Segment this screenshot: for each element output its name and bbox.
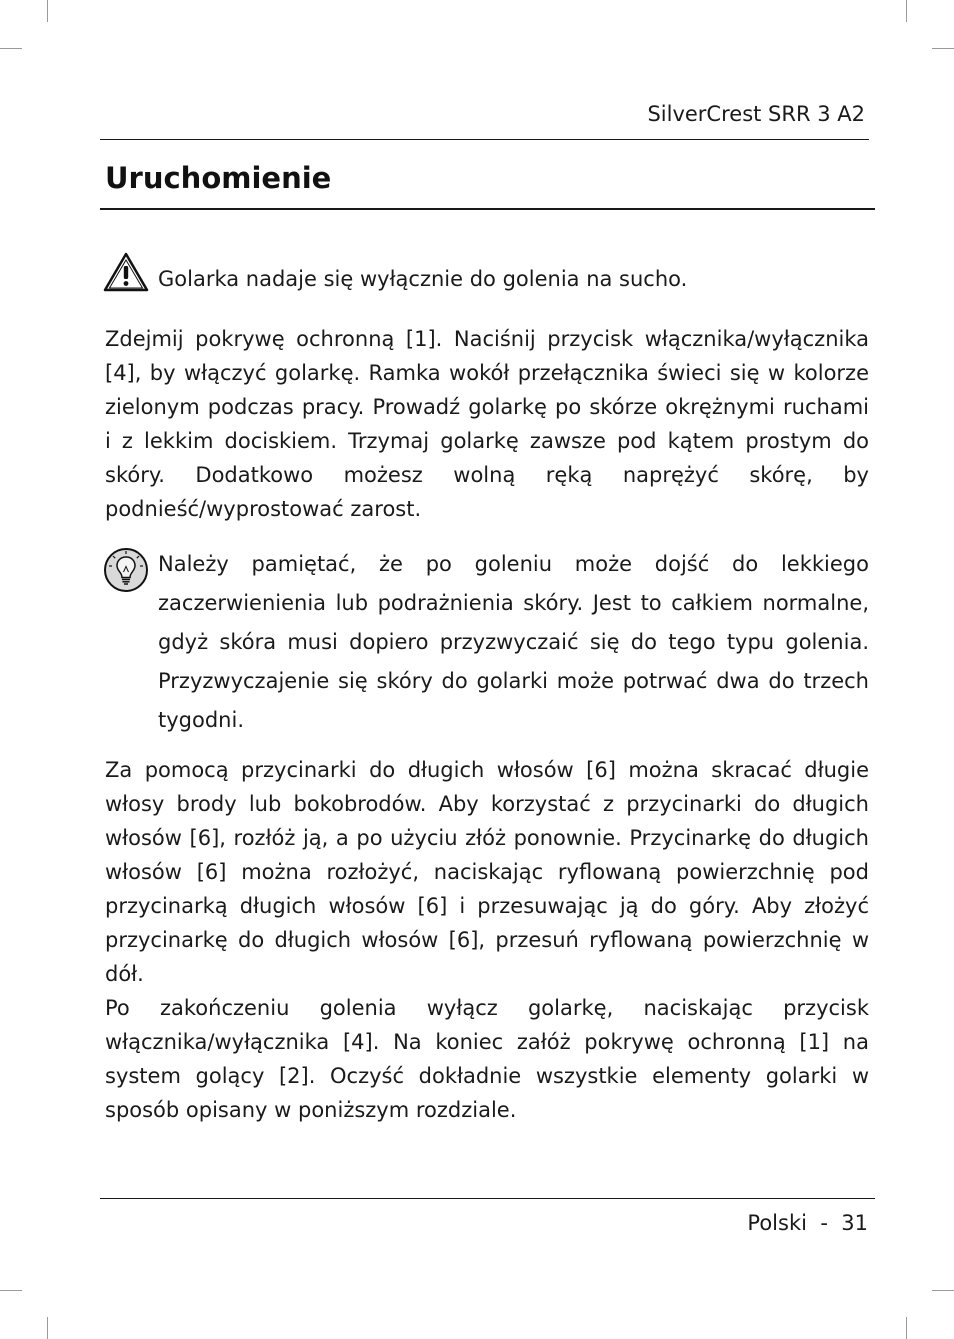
warning-text: Golarka nadaje się wyłącznie do golenia na sucho. (158, 267, 688, 291)
footer-separator: - (820, 1211, 828, 1235)
paragraph-finish-shaving: Po zakończeniu golenia wyłącz golarkę, naciskając przycisk włącznika/wyłącznika [4]. Na koniec załóż pokrywę ochronną [1] na system golący [2]. Oczyść dokładnie wszystkie elementy golarki w sposób opisany w poniższym rozdziale. (105, 996, 869, 1122)
page-footer (747, 1208, 868, 1238)
crop-mark (0, 1290, 22, 1291)
crop-mark (47, 0, 48, 22)
page-number: 31 (841, 1211, 868, 1235)
footer-rule (100, 1198, 875, 1199)
title-rule (100, 208, 875, 210)
header-rule (100, 139, 869, 140)
footer-language: Polski (747, 1211, 807, 1235)
crop-mark (47, 1317, 48, 1339)
tip-text: Należy pamiętać, że po goleniu może dojść do lekkiego zaczerwienienia lub podrażnienia skóry. Jest to całkiem normalne, gdyż skóra musi dopiero przyzwyczaić się do tego typu golenia. Przyzwyczajenie się skóry do golarki może potrwać dwa do trzech tygodni. (158, 552, 869, 732)
crop-mark (932, 48, 954, 49)
paragraph-start-instructions: Zdejmij pokrywę ochronną [1]. Naciśnij przycisk włącznika/wyłącznika [4], by włączyć golarkę. Ramka wokół przełącznika świeci się w kolorze zielonym podczas pracy. Prowadź golarkę po skórze okrężnymi ruchami i z lekkim dociskiem. Trzymaj golarkę zawsze pod kątem prostym do skóry. Dodatkowo możesz wolną ręką naprężyć skórę, by podnieść/wyprostować zarost. (105, 327, 869, 521)
lightbulb-tip-icon (103, 547, 149, 597)
warning-triangle-icon (103, 252, 149, 296)
paragraph-long-hair-trimmer: Za pomocą przycinarki do długich włosów [6] można skracać długie włosy brody lub bokobrodów. Aby korzystać z przycinarki do długich włosów [6], rozłóż ją, a po użyciu złóż ponownie. Przycinarkę do długich włosów [6] można rozłożyć, naciskając ryflowaną powierzchnię pod przycinarką długich włosów [6] i przesuwając ją do góry. Aby złożyć przycinarkę do długich włosów [6], przesuń ryflowaną powierzchnię w dół. (105, 758, 869, 986)
crop-mark (906, 0, 907, 22)
section-title: Uruchomienie (105, 161, 332, 195)
product-header: SilverCrest SRR 3 A2 (647, 102, 865, 126)
crop-mark (906, 1317, 907, 1339)
crop-mark (932, 1290, 954, 1291)
crop-mark (0, 48, 22, 49)
